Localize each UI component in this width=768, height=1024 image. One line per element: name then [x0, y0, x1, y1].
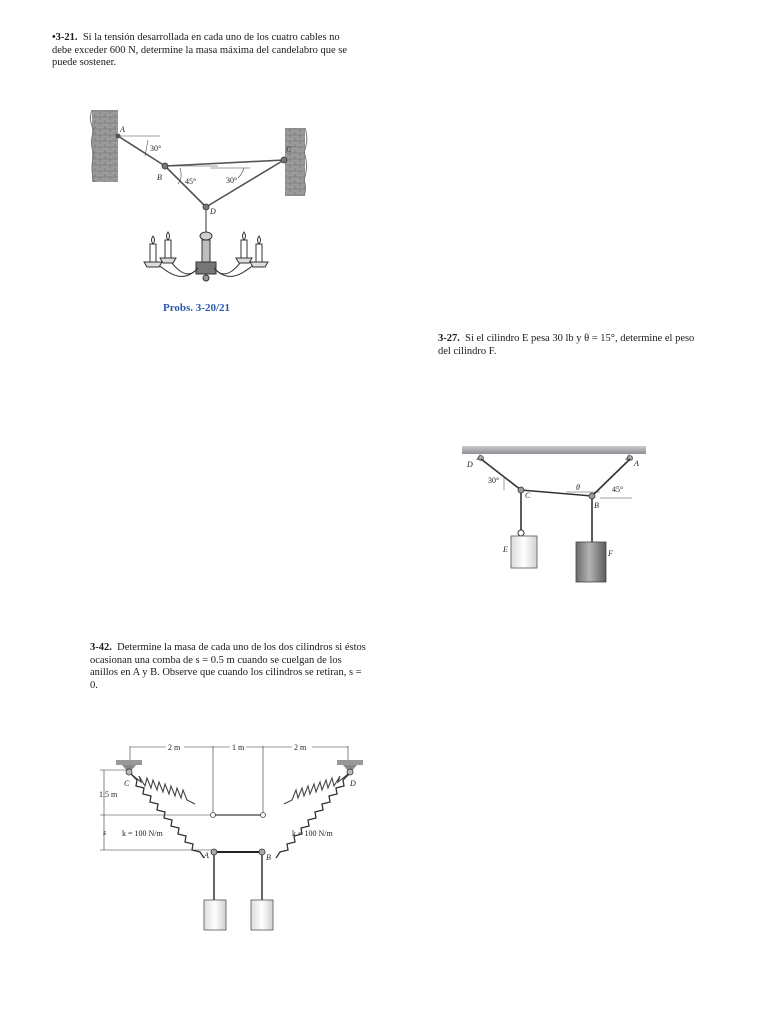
cylinders-figure — [462, 446, 646, 582]
figure-caption: Probs. 3-20/21 — [163, 302, 231, 314]
label-b: B — [594, 501, 599, 510]
dim-right: 2 m — [294, 743, 307, 752]
label-d: D — [210, 207, 216, 216]
angle-30-left: 30° — [150, 144, 162, 153]
spring-upper-right — [284, 774, 348, 804]
cable-cb — [521, 490, 592, 496]
spring-k-right: k = 100 N/m — [292, 829, 333, 838]
node-c — [518, 487, 524, 493]
cable-bc — [165, 160, 284, 166]
node-b — [589, 493, 595, 499]
springs-figure — [99, 743, 363, 930]
node-d — [203, 204, 209, 210]
label-c: C — [525, 491, 531, 500]
cylinder-right — [251, 900, 273, 930]
node-c — [281, 157, 287, 163]
node-a — [116, 134, 121, 139]
angle-45: 45° — [612, 485, 624, 494]
cylinder-left — [204, 900, 226, 930]
problem-text: Determine la masa de cada uno de los dos cilindros si éstos ocasionan una comba de s = 0.5 m cuando se cuelgan de los anillos en A y B. Observe que cuando los cilindros se retiran, s = 0. — [90, 642, 366, 691]
ring-b — [259, 849, 265, 855]
ceiling — [462, 446, 646, 454]
label-c: C — [286, 145, 292, 154]
cylinder-f — [576, 542, 606, 582]
angle-theta: θ — [576, 483, 580, 492]
chandelier — [144, 210, 268, 281]
right-wall — [285, 128, 305, 196]
cylinder-e — [511, 536, 537, 568]
ring-a — [211, 849, 217, 855]
spring-k-left: k = 100 N/m — [122, 829, 163, 838]
label-f: F — [608, 549, 613, 558]
angle-30-right: 30° — [226, 176, 238, 185]
dim-sag: s — [103, 828, 107, 837]
node-b — [162, 163, 168, 169]
dim-height: 1.5 m — [99, 790, 118, 799]
dim-left: 2 m — [168, 743, 181, 752]
spring-lower-left — [131, 774, 204, 858]
cable-ba — [592, 459, 630, 496]
problem-text: Si la tensión desarrollada en cada uno de los cuatro cables no debe exceder 600 N, determine la masa máxima del candelabro que se puede sostener. — [52, 32, 348, 68]
label-a: A — [204, 851, 209, 860]
problem-number: 3-42. — [90, 642, 112, 653]
label-b: B — [157, 173, 162, 182]
label-e: E — [503, 545, 508, 554]
left-wall — [92, 110, 118, 182]
label-a: A — [634, 459, 639, 468]
problem-number: •3-21. — [52, 32, 78, 43]
cable-cd — [206, 160, 284, 207]
chandelier-figure — [90, 110, 306, 281]
label-d: D — [350, 779, 356, 788]
label-d: D — [467, 460, 473, 469]
label-a: A — [120, 125, 125, 134]
label-b: B — [266, 853, 271, 862]
angle-30: 30° — [488, 476, 500, 485]
cable-dc — [481, 459, 521, 490]
spring-upper-left — [131, 774, 195, 804]
problem-number: 3-27. — [438, 333, 460, 344]
problem-text: Si el cilindro E pesa 30 lb y θ = 15°, determine el peso del cilindro F. — [438, 333, 695, 357]
cable-bd — [165, 166, 206, 207]
dim-mid: 1 m — [232, 743, 245, 752]
angle-45: 45° — [185, 177, 197, 186]
label-c: C — [124, 779, 130, 788]
